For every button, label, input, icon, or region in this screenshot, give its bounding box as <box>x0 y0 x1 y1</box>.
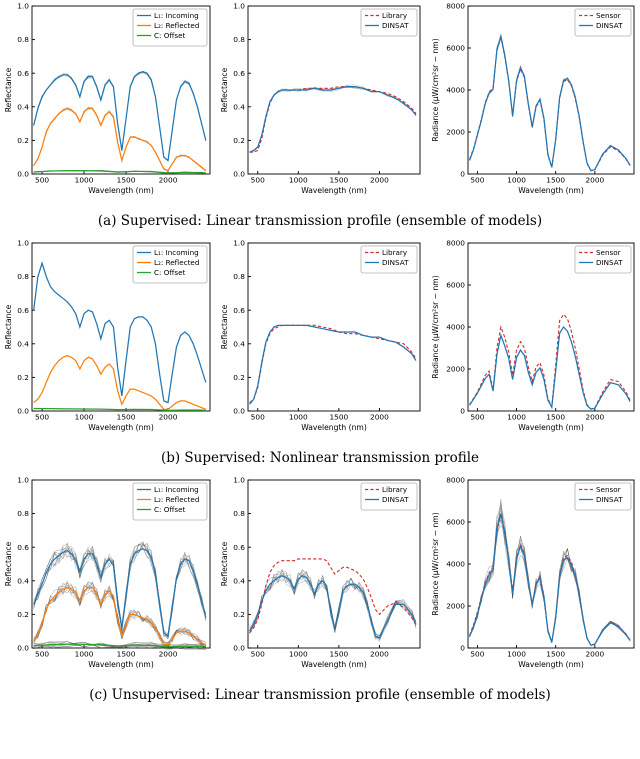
chart-a2 <box>218 0 426 200</box>
svg-text:Library: Library <box>382 248 408 258</box>
svg-text:1000: 1000 <box>507 175 526 185</box>
svg-text:500: 500 <box>470 175 485 185</box>
chart-b3 <box>428 237 640 437</box>
svg-text:1000: 1000 <box>288 175 308 185</box>
svg-text:0: 0 <box>460 406 465 416</box>
svg-text:0.8: 0.8 <box>233 35 245 45</box>
svg-text:1500: 1500 <box>116 649 136 659</box>
svg-text:1000: 1000 <box>507 649 526 659</box>
svg-text:1500: 1500 <box>546 412 566 422</box>
svg-text:1000: 1000 <box>288 412 308 422</box>
svg-text:Reflectance: Reflectance <box>220 542 229 587</box>
svg-text:1000: 1000 <box>74 649 94 659</box>
svg-text:0.0: 0.0 <box>17 169 29 179</box>
svg-text:0: 0 <box>460 169 465 179</box>
svg-text:0.2: 0.2 <box>17 136 29 145</box>
svg-text:2000: 2000 <box>158 412 178 422</box>
svg-text:DINSAT: DINSAT <box>596 495 623 505</box>
svg-text:Radiance (μW/cm²sr − nm): Radiance (μW/cm²sr − nm) <box>431 275 440 379</box>
svg-text:2000: 2000 <box>370 175 389 185</box>
svg-text:0.0: 0.0 <box>17 406 29 416</box>
svg-text:DINSAT: DINSAT <box>382 258 409 268</box>
svg-text:C: Offset: C: Offset <box>154 505 186 515</box>
svg-text:2000: 2000 <box>446 601 465 611</box>
svg-text:Wavelength (nm): Wavelength (nm) <box>88 660 154 670</box>
svg-text:0.0: 0.0 <box>233 643 245 653</box>
svg-text:1000: 1000 <box>74 412 94 422</box>
svg-text:0.2: 0.2 <box>17 610 29 620</box>
figure-row-c <box>0 474 640 687</box>
svg-text:L₁: Incoming: L₁: Incoming <box>154 11 199 20</box>
svg-text:2000: 2000 <box>585 649 605 659</box>
svg-text:Wavelength (nm): Wavelength (nm) <box>88 423 154 433</box>
svg-text:Sensor: Sensor <box>596 11 621 20</box>
svg-text:6000: 6000 <box>446 43 465 53</box>
figure-row-a <box>0 0 640 213</box>
svg-text:2000: 2000 <box>585 175 605 185</box>
svg-text:1500: 1500 <box>116 175 136 185</box>
svg-text:0.8: 0.8 <box>233 272 245 282</box>
svg-text:0.4: 0.4 <box>17 576 29 586</box>
svg-text:1.0: 1.0 <box>233 1 245 11</box>
svg-text:Sensor: Sensor <box>596 248 621 258</box>
svg-text:C: Offset: C: Offset <box>154 268 186 278</box>
svg-text:Library: Library <box>382 485 408 495</box>
svg-text:1500: 1500 <box>546 175 566 185</box>
svg-text:1500: 1500 <box>329 412 349 422</box>
svg-text:DINSAT: DINSAT <box>382 495 409 505</box>
svg-text:500: 500 <box>35 649 50 659</box>
caption-b: (b) Supervised: Nonlinear transmission profile <box>160 450 480 467</box>
svg-text:500: 500 <box>470 412 485 422</box>
svg-text:1500: 1500 <box>329 649 349 659</box>
chart-a1 <box>2 0 216 200</box>
svg-text:1.0: 1.0 <box>17 475 29 485</box>
svg-text:0.2: 0.2 <box>233 610 245 620</box>
svg-text:DINSAT: DINSAT <box>596 21 623 30</box>
svg-text:1000: 1000 <box>74 175 94 185</box>
svg-text:1.0: 1.0 <box>17 238 29 248</box>
svg-text:8000: 8000 <box>446 475 465 485</box>
svg-text:Wavelength (nm): Wavelength (nm) <box>518 186 584 195</box>
svg-text:1000: 1000 <box>288 649 308 659</box>
svg-text:Wavelength (nm): Wavelength (nm) <box>518 660 584 670</box>
caption-c: (c) Unsupervised: Linear transmission profile (ensemble of models) <box>89 687 551 704</box>
svg-text:1500: 1500 <box>546 649 566 659</box>
chart-b1 <box>2 237 216 437</box>
svg-text:0.4: 0.4 <box>17 339 29 349</box>
svg-text:0.4: 0.4 <box>17 102 29 112</box>
svg-text:0.0: 0.0 <box>233 406 245 416</box>
svg-text:0.4: 0.4 <box>233 576 245 586</box>
svg-text:Reflectance: Reflectance <box>220 67 229 113</box>
svg-text:0: 0 <box>460 643 465 653</box>
svg-text:L₂: Reflected: L₂: Reflected <box>154 495 200 505</box>
svg-text:2000: 2000 <box>158 649 178 659</box>
svg-text:0.6: 0.6 <box>233 68 245 78</box>
svg-text:DINSAT: DINSAT <box>596 258 623 268</box>
svg-text:0.8: 0.8 <box>17 509 29 519</box>
svg-text:0.4: 0.4 <box>233 339 245 349</box>
svg-text:Wavelength (nm): Wavelength (nm) <box>518 423 584 433</box>
svg-text:4000: 4000 <box>446 85 465 95</box>
svg-text:500: 500 <box>250 175 265 185</box>
svg-text:2000: 2000 <box>446 364 465 374</box>
chart-b2 <box>218 237 426 437</box>
svg-text:L₁: Incoming: L₁: Incoming <box>154 248 199 258</box>
svg-text:4000: 4000 <box>446 322 465 332</box>
svg-text:Wavelength (nm): Wavelength (nm) <box>301 186 367 195</box>
svg-text:DINSAT: DINSAT <box>382 21 409 30</box>
svg-text:0.6: 0.6 <box>17 68 29 78</box>
svg-text:C: Offset: C: Offset <box>154 31 186 40</box>
chart-c3 <box>428 474 640 674</box>
chart-a3 <box>428 0 640 200</box>
svg-text:8000: 8000 <box>446 238 465 248</box>
svg-text:0.6: 0.6 <box>17 543 29 553</box>
svg-text:Radiance (μW/cm²sr − nm): Radiance (μW/cm²sr − nm) <box>431 512 440 617</box>
svg-text:L₂: Reflected: L₂: Reflected <box>154 258 200 268</box>
svg-text:4000: 4000 <box>446 559 465 569</box>
svg-text:0.8: 0.8 <box>233 509 245 519</box>
svg-text:8000: 8000 <box>446 1 465 11</box>
svg-text:2000: 2000 <box>370 412 389 422</box>
svg-text:0.0: 0.0 <box>233 169 245 179</box>
svg-text:1000: 1000 <box>507 412 526 422</box>
svg-text:Wavelength (nm): Wavelength (nm) <box>301 423 367 433</box>
svg-text:Reflectance: Reflectance <box>4 67 13 113</box>
svg-text:500: 500 <box>470 649 485 659</box>
svg-text:500: 500 <box>35 412 50 422</box>
svg-text:Library: Library <box>382 11 408 20</box>
svg-text:2000: 2000 <box>585 412 605 422</box>
svg-text:500: 500 <box>250 649 265 659</box>
svg-text:6000: 6000 <box>446 280 465 290</box>
svg-text:Wavelength (nm): Wavelength (nm) <box>88 186 154 195</box>
svg-text:0.8: 0.8 <box>17 35 29 45</box>
svg-text:1.0: 1.0 <box>233 238 245 248</box>
svg-text:Wavelength (nm): Wavelength (nm) <box>301 660 367 670</box>
chart-c1 <box>2 474 216 674</box>
svg-text:0.4: 0.4 <box>233 102 245 112</box>
svg-text:2000: 2000 <box>446 127 465 137</box>
caption-a: (a) Supervised: Linear transmission profile (ensemble of models) <box>97 213 543 229</box>
svg-text:1500: 1500 <box>329 175 349 185</box>
svg-text:L₂: Reflected: L₂: Reflected <box>154 21 200 30</box>
svg-text:Reflectance: Reflectance <box>4 542 13 587</box>
svg-text:0.2: 0.2 <box>17 373 29 383</box>
svg-text:Sensor: Sensor <box>596 485 621 495</box>
svg-text:Reflectance: Reflectance <box>220 304 229 350</box>
svg-text:0.6: 0.6 <box>233 305 245 315</box>
svg-text:Radiance (μW/cm²sr − nm): Radiance (μW/cm²sr − nm) <box>431 38 440 142</box>
svg-text:0.8: 0.8 <box>17 272 29 282</box>
svg-text:L₁: Incoming: L₁: Incoming <box>154 485 199 495</box>
svg-text:0.2: 0.2 <box>233 373 245 383</box>
figure-row-b <box>0 237 640 450</box>
svg-text:1.0: 1.0 <box>17 1 29 11</box>
chart-c2 <box>218 474 426 674</box>
svg-text:1500: 1500 <box>116 412 136 422</box>
svg-text:Reflectance: Reflectance <box>4 304 13 350</box>
svg-text:1.0: 1.0 <box>233 475 245 485</box>
svg-text:0.0: 0.0 <box>17 643 29 653</box>
svg-text:2000: 2000 <box>158 175 178 185</box>
svg-text:500: 500 <box>35 175 50 185</box>
svg-text:0.6: 0.6 <box>233 543 245 553</box>
svg-text:0.2: 0.2 <box>233 136 245 145</box>
svg-text:0.6: 0.6 <box>17 305 29 315</box>
svg-text:500: 500 <box>250 412 265 422</box>
svg-text:6000: 6000 <box>446 517 465 527</box>
svg-text:2000: 2000 <box>370 649 389 659</box>
